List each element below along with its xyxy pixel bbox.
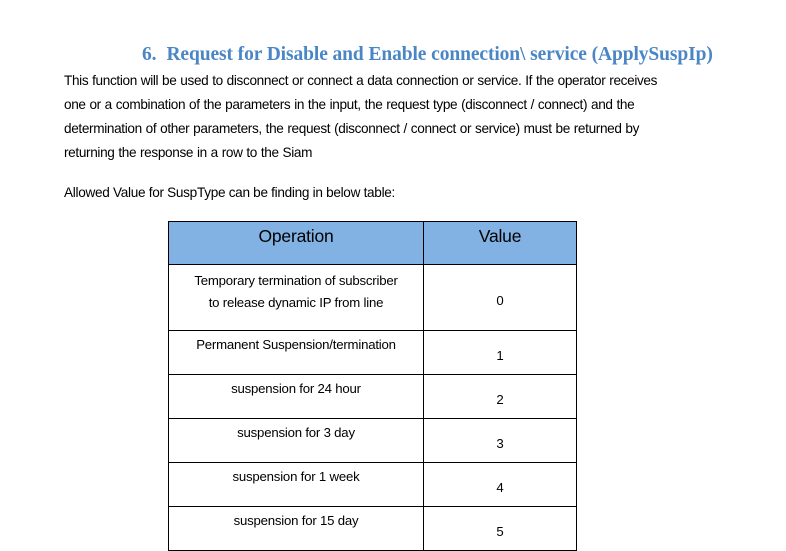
table-intro: Allowed Value for SuspType can be finding in below table:: [64, 185, 396, 200]
section-title: Request for Disable and Enable connection\ service (ApplySuspIp): [166, 44, 713, 65]
operation-cell: [169, 463, 424, 507]
operation-cell: [169, 375, 424, 419]
operation-text: suspension for 1 week: [232, 469, 360, 484]
column-header-operation: Operation: [169, 222, 424, 265]
operation-text: suspension for 15 day: [233, 513, 359, 528]
description-line: This function will be used to disconnect or connect a data connection or service. If the operator receives: [64, 73, 658, 88]
value-cell: 3: [424, 419, 577, 463]
operation-cell: [169, 265, 424, 331]
description-line: one or a combination of the parameters in the input, the request type (disconnect / connect) and the: [64, 97, 635, 112]
operation-text: Temporary termination of subscriber: [194, 273, 398, 288]
susp-type-table: [168, 221, 577, 551]
table-row: [169, 507, 577, 551]
table-row: [169, 419, 577, 463]
operation-text: to release dynamic IP from line: [208, 295, 384, 310]
section-number: 6.: [142, 44, 157, 65]
operation-cell: [169, 419, 424, 463]
value-cell: 2: [424, 375, 577, 419]
description-paragraph: [64, 69, 754, 165]
value-cell: 4: [424, 463, 577, 507]
value-cell: 0: [424, 265, 577, 331]
section-heading: [142, 44, 713, 66]
operation-text: Permanent Suspension/termination: [196, 337, 396, 352]
table-row: [169, 463, 577, 507]
value-cell: 1: [424, 331, 577, 375]
operation-cell: [169, 331, 424, 375]
operation-text: suspension for 3 day: [237, 425, 355, 440]
description-line: determination of other parameters, the request (disconnect / connect or service) must be returned by: [64, 121, 640, 136]
description-line: returning the response in a row to the Siam: [64, 145, 313, 160]
table-row: [169, 331, 577, 375]
table-header-row: [169, 222, 577, 265]
operation-text: suspension for 24 hour: [231, 381, 361, 396]
table-row: [169, 375, 577, 419]
table-row: [169, 265, 577, 331]
operation-cell: [169, 507, 424, 551]
value-cell: 5: [424, 507, 577, 551]
column-header-value: Value: [424, 222, 577, 265]
